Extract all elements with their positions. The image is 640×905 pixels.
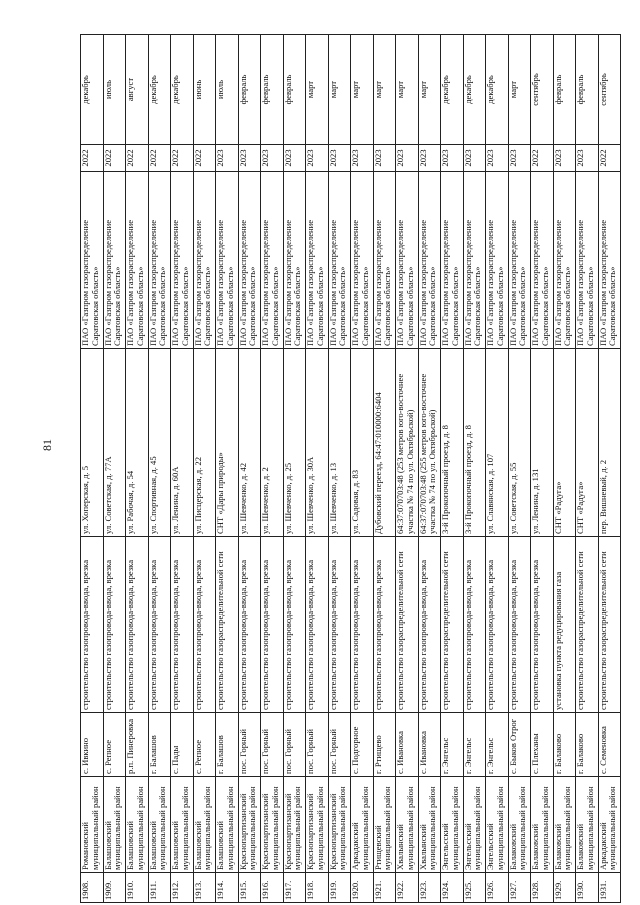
year-cell: 2023 <box>238 145 261 172</box>
settlement-cell: пос. Горный <box>306 713 329 777</box>
table-row <box>306 35 329 903</box>
customer-cell: ПАО «Газпром газораспределение Саратовская область» <box>531 172 554 349</box>
work-type-cell: строительство газопровода-ввода, врезка <box>103 537 126 713</box>
customer-cell: ПАО «Газпром газораспределение Саратовская область» <box>216 172 239 349</box>
row-number-cell: 1910. <box>126 873 149 903</box>
settlement-cell: р.п. Пинеровка <box>126 713 149 777</box>
table-row <box>103 35 126 903</box>
work-type-cell: строительство газопровода-ввода, врезка <box>261 537 284 713</box>
work-type-cell: строительство газопровода-ввода, врезка <box>418 537 441 713</box>
year-cell: 2022 <box>193 145 216 172</box>
settlement-cell: пос. Горный <box>283 713 306 777</box>
customer-cell: ПАО «Газпром газораспределение Саратовская область» <box>306 172 329 349</box>
month-cell: июль <box>216 35 239 145</box>
table-row <box>486 35 509 903</box>
table-row <box>328 35 351 903</box>
month-cell: сентябрь <box>598 35 621 145</box>
work-type-cell: строительство газопровода-ввода, врезка <box>508 537 531 713</box>
row-number-cell: 1930. <box>576 873 599 903</box>
district-cell: Балашовский муниципальный район <box>103 777 126 873</box>
settlement-cell: с. Ивановка <box>418 713 441 777</box>
page-number: 81 <box>39 439 54 451</box>
customer-cell: ПАО «Газпром газораспределение Саратовская область» <box>238 172 261 349</box>
customer-cell: ПАО «Газпром газораспределение Саратовская область» <box>598 172 621 349</box>
table-row <box>351 35 374 903</box>
customer-cell: ПАО «Газпром газораспределение Саратовская область» <box>81 172 104 349</box>
row-number-cell: 1926. <box>486 873 509 903</box>
address-cell: ул. Советская, д. 77А <box>103 349 126 537</box>
address-cell: ул. Шевченко, д. 13 <box>328 349 351 537</box>
row-number-cell: 1921. <box>373 873 396 903</box>
work-type-cell: строительство газопровода-ввода, врезка <box>306 537 329 713</box>
work-type-cell: строительство газопровода-ввода, врезка <box>193 537 216 713</box>
work-type-cell: строительство газораспределительной сети <box>216 537 239 713</box>
district-cell: Балашовский муниципальный район <box>216 777 239 873</box>
customer-cell: ПАО «Газпром газораспределение Саратовская область» <box>171 172 194 349</box>
year-cell: 2023 <box>328 145 351 172</box>
customer-cell: ПАО «Газпром газораспределение Саратовская область» <box>193 172 216 349</box>
table-row <box>216 35 239 903</box>
table-body <box>81 35 621 903</box>
work-type-cell: строительство газопровода-ввода, врезка <box>126 537 149 713</box>
customer-cell: ПАО «Газпром газораспределение Саратовская область» <box>328 172 351 349</box>
settlement-cell: г. Энгельс <box>486 713 509 777</box>
month-cell: декабрь <box>148 35 171 145</box>
address-cell: Дубовский переезд, 64:47:010000:6404 <box>373 349 396 537</box>
year-cell: 2023 <box>418 145 441 172</box>
work-type-cell: строительство газопровода-ввода, врезка <box>171 537 194 713</box>
table-row <box>238 35 261 903</box>
address-cell: ул. Славянская, д. 107 <box>486 349 509 537</box>
district-cell: Аркадакский муниципальный район <box>598 777 621 873</box>
settlement-cell: с. Ивкино <box>81 713 104 777</box>
year-cell: 2023 <box>283 145 306 172</box>
settlement-cell: пос. Горный <box>328 713 351 777</box>
row-number-cell: 1912. <box>171 873 194 903</box>
month-cell: март <box>328 35 351 145</box>
row-number-cell: 1911. <box>148 873 171 903</box>
row-number-cell: 1914. <box>216 873 239 903</box>
district-cell: Краснопартизанский муниципальный район <box>306 777 329 873</box>
customer-cell: ПАО «Газпром газораспределение Саратовская область» <box>576 172 599 349</box>
month-cell: февраль <box>283 35 306 145</box>
rotated-table-container <box>80 35 618 903</box>
year-cell: 2023 <box>576 145 599 172</box>
year-cell: 2023 <box>373 145 396 172</box>
address-cell: ул. Шевченко, д. 42 <box>238 349 261 537</box>
row-number-cell: 1908. <box>81 873 104 903</box>
settlement-cell: г. Энгельс <box>463 713 486 777</box>
district-cell: Краснопартизанский муниципальный район <box>328 777 351 873</box>
year-cell: 2023 <box>306 145 329 172</box>
address-cell: ул. Ленина, д. 60А <box>171 349 194 537</box>
month-cell: март <box>306 35 329 145</box>
table-row <box>261 35 284 903</box>
month-cell: февраль <box>553 35 576 145</box>
district-cell: Балашовский муниципальный район <box>148 777 171 873</box>
customer-cell: ПАО «Газпром газораспределение Саратовская область» <box>126 172 149 349</box>
month-cell: июнь <box>193 35 216 145</box>
table-row <box>126 35 149 903</box>
row-number-cell: 1920. <box>351 873 374 903</box>
row-number-cell: 1927. <box>508 873 531 903</box>
address-cell: ул. Спортивная, д. 45 <box>148 349 171 537</box>
address-cell: ул. Ленина, д. 131 <box>531 349 554 537</box>
address-cell: ул. Хоперская, д. 5 <box>81 349 104 537</box>
row-number-cell: 1913. <box>193 873 216 903</box>
customer-cell: ПАО «Газпром газораспределение Саратовская область» <box>486 172 509 349</box>
year-cell: 2023 <box>441 145 464 172</box>
work-type-cell: строительство газопровода-ввода, врезка <box>283 537 306 713</box>
year-cell: 2023 <box>396 145 419 172</box>
district-cell: Ртищевский муниципальный район <box>373 777 396 873</box>
district-cell: Балашовский муниципальный район <box>193 777 216 873</box>
year-cell: 2023 <box>261 145 284 172</box>
year-cell: 2023 <box>486 145 509 172</box>
settlement-cell: с. Пады <box>171 713 194 777</box>
year-cell: 2022 <box>81 145 104 172</box>
settlement-cell: с. Ивановка <box>396 713 419 777</box>
table-row <box>441 35 464 903</box>
row-number-cell: 1925. <box>463 873 486 903</box>
work-type-cell: строительство газораспределительной сети <box>441 537 464 713</box>
table-row <box>576 35 599 903</box>
work-type-cell: строительство газораспределительной сети <box>576 537 599 713</box>
month-cell: март <box>418 35 441 145</box>
district-cell: Аркадакский муниципальный район <box>351 777 374 873</box>
settlement-cell: пос. Горный <box>261 713 284 777</box>
year-cell: 2023 <box>508 145 531 172</box>
year-cell: 2023 <box>216 145 239 172</box>
settlement-cell: с. Плеханы <box>531 713 554 777</box>
district-cell: Хвалынский муниципальный район <box>418 777 441 873</box>
work-type-cell: строительство газопровода-ввода, врезка <box>81 537 104 713</box>
year-cell: 2022 <box>103 145 126 172</box>
address-cell: ул. Советская, д. 55 <box>508 349 531 537</box>
table-row <box>531 35 554 903</box>
customer-cell: ПАО «Газпром газораспределение Саратовская область» <box>441 172 464 349</box>
customer-cell: ПАО «Газпром газораспределение Саратовская область» <box>396 172 419 349</box>
table-row <box>148 35 171 903</box>
table-row <box>396 35 419 903</box>
table-row <box>81 35 104 903</box>
address-cell: ул. Рабочая, д. 54 <box>126 349 149 537</box>
work-type-cell: строительство газопровода-ввода, врезка <box>328 537 351 713</box>
table-viewport <box>80 35 618 903</box>
table-row <box>598 35 621 903</box>
month-cell: февраль <box>238 35 261 145</box>
month-cell: сентябрь <box>531 35 554 145</box>
address-cell: ул. Садовая, д. 83 <box>351 349 374 537</box>
table-row <box>463 35 486 903</box>
address-cell: 64:37:070703:48 (255 метров юго-восточнее участка № 74 по ул. Октябрьской) <box>418 349 441 537</box>
work-type-cell: строительство газопровода-ввода, врезка <box>351 537 374 713</box>
customer-cell: ПАО «Газпром газораспределение Саратовская область» <box>553 172 576 349</box>
district-cell: Балаковский муниципальный район <box>553 777 576 873</box>
year-cell: 2023 <box>553 145 576 172</box>
work-type-cell: установка пункта редуцирования газа <box>553 537 576 713</box>
row-number-cell: 1924. <box>441 873 464 903</box>
month-cell: август <box>126 35 149 145</box>
month-cell: декабрь <box>486 35 509 145</box>
month-cell: март <box>351 35 374 145</box>
table-row <box>171 35 194 903</box>
address-cell: СНТ «Дары природы» <box>216 349 239 537</box>
district-cell: Энгельсский муниципальный район <box>463 777 486 873</box>
address-cell: 3-й Прокопочный проезд, д. 8 <box>441 349 464 537</box>
work-type-cell: строительство газораспределительной сети <box>396 537 419 713</box>
address-cell: пер. Вишневый, д. 2 <box>598 349 621 537</box>
month-cell: февраль <box>576 35 599 145</box>
row-number-cell: 1918. <box>306 873 329 903</box>
district-cell: Хвалынский муниципальный район <box>396 777 419 873</box>
address-cell: ул. Шевченко, д. 2 <box>261 349 284 537</box>
year-cell: 2022 <box>171 145 194 172</box>
settlement-cell: г. Энгельс <box>441 713 464 777</box>
month-cell: март <box>396 35 419 145</box>
table-row <box>193 35 216 903</box>
year-cell: 2022 <box>531 145 554 172</box>
work-type-cell: строительство газопровода-ввода, врезка <box>463 537 486 713</box>
month-cell: декабрь <box>81 35 104 145</box>
address-cell: ул. Шевченко, д. 30А <box>306 349 329 537</box>
month-cell: март <box>373 35 396 145</box>
month-cell: декабрь <box>463 35 486 145</box>
month-cell: март <box>508 35 531 145</box>
year-cell: 2023 <box>351 145 374 172</box>
row-number-cell: 1929. <box>553 873 576 903</box>
settlement-cell: пос. Горный <box>238 713 261 777</box>
table-row <box>283 35 306 903</box>
work-type-cell: строительство газопровода-ввода, врезка <box>148 537 171 713</box>
customer-cell: ПАО «Газпром газораспределение Саратовская область» <box>418 172 441 349</box>
settlement-cell: с. Быков Отрог <box>508 713 531 777</box>
year-cell: 2023 <box>463 145 486 172</box>
work-type-cell: строительство газопровода-ввода, врезка <box>531 537 554 713</box>
work-type-cell: строительство газопровода-ввода, врезка <box>238 537 261 713</box>
customer-cell: ПАО «Газпром газораспределение Саратовская область» <box>373 172 396 349</box>
gasification-table <box>80 34 621 903</box>
table-row <box>418 35 441 903</box>
row-number-cell: 1917. <box>283 873 306 903</box>
settlement-cell: с. Репное <box>103 713 126 777</box>
row-number-cell: 1931. <box>598 873 621 903</box>
row-number-cell: 1928. <box>531 873 554 903</box>
district-cell: Романовский муниципальный район <box>81 777 104 873</box>
address-cell: ул. Шевченко, д. 25 <box>283 349 306 537</box>
work-type-cell: строительство газораспределительной сети <box>598 537 621 713</box>
settlement-cell: с. Подгорное <box>351 713 374 777</box>
address-cell: ул. Писцерская, д. 22 <box>193 349 216 537</box>
month-cell: июль <box>103 35 126 145</box>
month-cell: декабрь <box>171 35 194 145</box>
district-cell: Энгельсский муниципальный район <box>486 777 509 873</box>
district-cell: Балашовский муниципальный район <box>171 777 194 873</box>
customer-cell: ПАО «Газпром газораспределение Саратовская область» <box>148 172 171 349</box>
address-cell: 3-й Прокопочный проезд, д. 8 <box>463 349 486 537</box>
row-number-cell: 1909. <box>103 873 126 903</box>
table-row <box>508 35 531 903</box>
month-cell: февраль <box>261 35 284 145</box>
settlement-cell: г. Балашов <box>148 713 171 777</box>
customer-cell: ПАО «Газпром газораспределение Саратовская область» <box>463 172 486 349</box>
month-cell: декабрь <box>441 35 464 145</box>
district-cell: Краснопартизанский муниципальный район <box>261 777 284 873</box>
table-row <box>373 35 396 903</box>
year-cell: 2022 <box>598 145 621 172</box>
year-cell: 2022 <box>126 145 149 172</box>
district-cell: Балаковский муниципальный район <box>531 777 554 873</box>
address-cell: СНТ «Радуга» <box>576 349 599 537</box>
customer-cell: ПАО «Газпром газораспределение Саратовская область» <box>103 172 126 349</box>
district-cell: Краснопартизанский муниципальный район <box>283 777 306 873</box>
work-type-cell: строительство газопровода-ввода, врезка <box>486 537 509 713</box>
table-row <box>553 35 576 903</box>
district-cell: Краснопартизанский муниципальный район <box>238 777 261 873</box>
district-cell: Балашовский муниципальный район <box>126 777 149 873</box>
customer-cell: ПАО «Газпром газораспределение Саратовская область» <box>283 172 306 349</box>
settlement-cell: с. Семеновка <box>598 713 621 777</box>
settlement-cell: г. Балаково <box>576 713 599 777</box>
work-type-cell: строительство газопровода-ввода, врезка <box>373 537 396 713</box>
settlement-cell: с. Репное <box>193 713 216 777</box>
row-number-cell: 1915. <box>238 873 261 903</box>
district-cell: Балаковский муниципальный район <box>576 777 599 873</box>
district-cell: Энгельсский муниципальный район <box>441 777 464 873</box>
row-number-cell: 1923. <box>418 873 441 903</box>
address-cell: СНТ «Радуга» <box>553 349 576 537</box>
address-cell: 64:37:070703:48 (253 метров юго-восточнее участка № 74 по ул. Октябрьской) <box>396 349 419 537</box>
row-number-cell: 1922. <box>396 873 419 903</box>
district-cell: Балаковский муниципальный район <box>508 777 531 873</box>
customer-cell: ПАО «Газпром газораспределение Саратовская область» <box>351 172 374 349</box>
row-number-cell: 1916. <box>261 873 284 903</box>
customer-cell: ПАО «Газпром газораспределение Саратовская область» <box>508 172 531 349</box>
year-cell: 2022 <box>148 145 171 172</box>
row-number-cell: 1919. <box>328 873 351 903</box>
customer-cell: ПАО «Газпром газораспределение Саратовская область» <box>261 172 284 349</box>
settlement-cell: г. Балаково <box>553 713 576 777</box>
settlement-cell: г. Ртищево <box>373 713 396 777</box>
settlement-cell: г. Балашов <box>216 713 239 777</box>
